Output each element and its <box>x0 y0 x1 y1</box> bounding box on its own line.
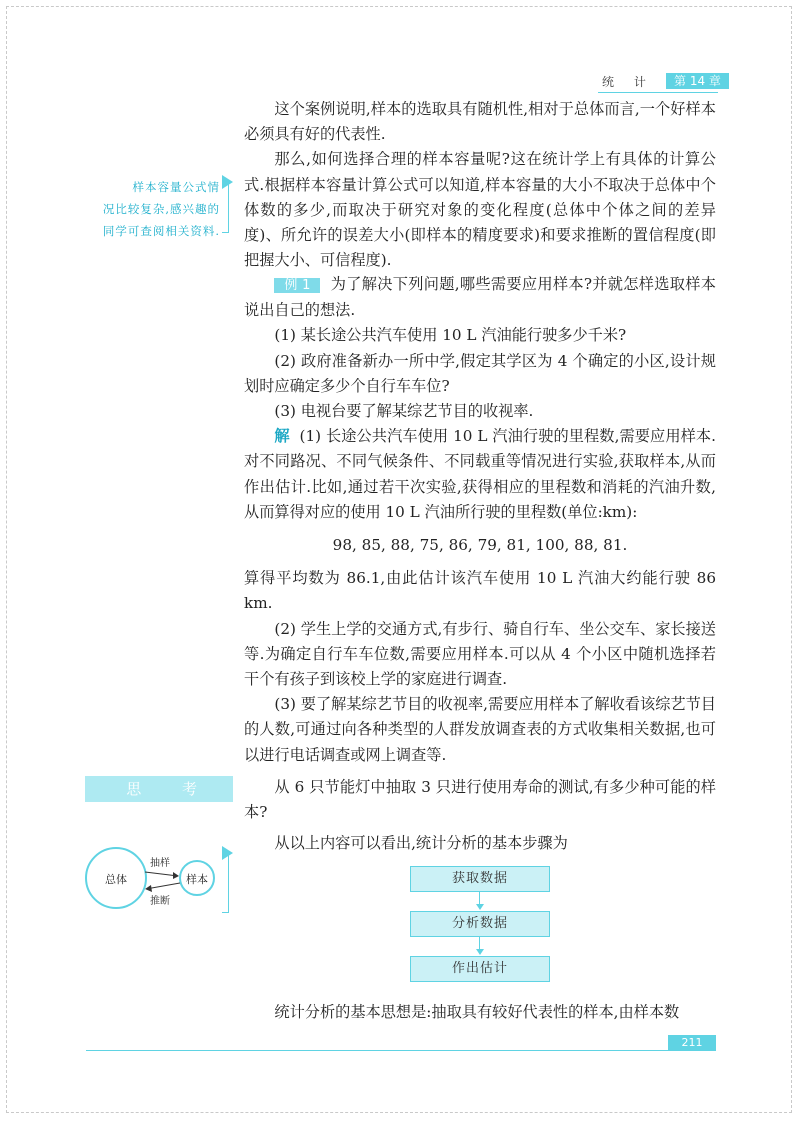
question-3: (3) 电视台要了解某综艺节目的收视率. <box>274 402 534 421</box>
steps-intro: 从以上内容可以看出,统计分析的基本步骤为 <box>274 834 568 853</box>
sample-label: 样本 <box>186 873 208 886</box>
flowchart-arrow <box>410 892 548 911</box>
question-2: (2) 政府准备新办一所中学,假定其学区为 4 个确定的小区,设计规划时应确定多少个自行车车位? <box>244 351 716 395</box>
think-question: 从 6 只节能灯中抽取 3 只进行使用寿命的测试,有多少种可能的样本? <box>244 778 716 822</box>
margin-note-line: 样本容量公式情 <box>132 180 220 194</box>
think-banner: 思 考 <box>85 776 233 802</box>
solution-1-conclusion: 算得平均数为 86.1,由此估计该汽车使用 10 L 汽油大约能行驶 86 km. <box>244 569 716 613</box>
margin-note-line: 同学可查阅相关资料. <box>102 224 220 238</box>
flowchart-step-analyze: 分析数据 <box>410 911 550 937</box>
header-rule <box>598 92 718 93</box>
sampling-arrowhead-icon <box>173 872 179 879</box>
solution-1: (1) 长途公共汽车使用 10 L 汽油行驶的里程数,需要应用样本.对不同路况、不同气候条件、不同载重等情况进行实验,获取样本,从而作出估计.比如,通过若干次实验,获得相应的里程数和消耗的汽油升数,从而算得对应的使用 10 L 汽油所行驶的里程数(单位:km): <box>244 427 717 521</box>
diagram-svg <box>80 840 240 920</box>
chapter-badge: 第 14 章 <box>666 73 729 89</box>
diagram-bracket <box>222 852 229 913</box>
think-block <box>244 775 716 857</box>
flowchart <box>410 866 550 982</box>
mileage-data: 98, 85, 88, 75, 86, 79, 81, 100, 88, 81. <box>332 536 628 555</box>
flowchart-step-collect: 获取数据 <box>410 866 550 892</box>
example-block <box>244 272 716 768</box>
running-head-title: 统 计 <box>602 74 654 89</box>
note-bracket <box>222 184 229 233</box>
example-text: 为了解决下列问题,哪些需要应用样本?并就怎样选取样本说出自己的想法. <box>244 275 716 320</box>
flowchart-step-estimate: 作出估计 <box>410 956 550 982</box>
solution-label: 解 <box>274 427 290 446</box>
paragraph-sample-size: 那么,如何选择合理的样本容量呢?这在统计学上有具体的计算公式.根据样本容量计算公式可以知道,样本容量的大小不取决于总体中个体数的多少,而取决于研究对象的变化程度(总体中个体之间的差异度)、所允许的误差大小(即样本的精度要求)和要求推断的置信程度(即把握大小、可信程度). <box>244 150 716 270</box>
closing-paragraph: 统计分析的基本思想是:抽取具有较好代表性的样本,由样本数 <box>274 1003 680 1021</box>
page-number: 211 <box>668 1035 716 1050</box>
sampling-label: 抽样 <box>150 858 170 869</box>
closing-block <box>244 1000 716 1025</box>
inference-label: 推断 <box>150 896 170 907</box>
inference-arrowhead-icon <box>145 885 152 892</box>
question-1: (1) 某长途公共汽车使用 10 L 汽油能行驶多少千米? <box>274 326 627 345</box>
population-sample-diagram <box>80 840 240 920</box>
margin-note <box>82 176 220 242</box>
running-head <box>598 73 729 89</box>
paragraph-representativeness: 这个案例说明,样本的选取具有随机性,相对于总体而言,一个好样本必须具有好的代表性. <box>244 100 716 144</box>
example-label: 例 1 <box>274 278 320 293</box>
solution-2: (2) 学生上学的交通方式,有步行、骑自行车、坐公交车、家长接送等.为确定自行车车位数,需要应用样本.可以从 4 个小区中随机选择若干个有孩子到该校上学的家庭进行调查. <box>244 619 716 689</box>
footer-rule <box>86 1050 716 1051</box>
margin-note-line: 况比较复杂,感兴趣的 <box>102 202 220 216</box>
flowchart-arrow <box>410 937 548 956</box>
paragraph-block-1 <box>244 97 716 273</box>
solution-3: (3) 要了解某综艺节目的收视率,需要应用样本了解收看该综艺节目的人数,可通过向各种类型的人群发放调查表的方式收集相关数据,也可以进行电话调查或网上调查等. <box>244 695 716 764</box>
population-label: 总体 <box>105 873 127 886</box>
